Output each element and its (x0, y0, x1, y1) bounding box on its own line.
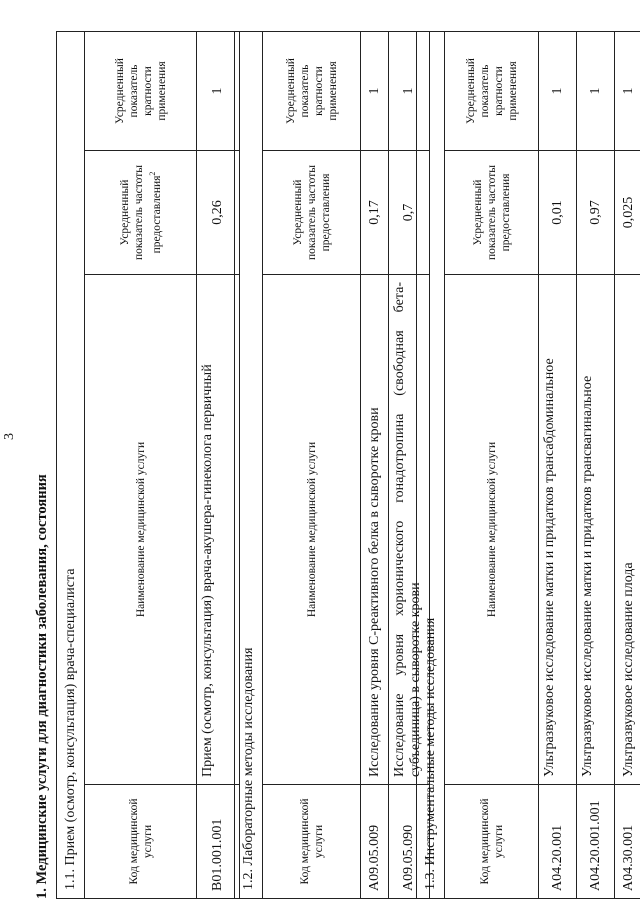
block-title: 1.2. Лабораторные методы исследования (235, 32, 263, 898)
service-name: Прием (осмотр, консультация) врача-акушера-гинеколога первичный (197, 274, 239, 784)
service-code: A09.05.090 (389, 784, 429, 898)
multiplicity-value: 1 (587, 87, 603, 95)
service-name: Ультразвуковое исследование плода (615, 274, 640, 784)
header-multiplicity: Усредненный показатель кратности применения (113, 58, 168, 124)
table-row (615, 32, 640, 898)
service-name: Исследование уровня С-реактивного белка в сыворотке крови (361, 274, 388, 784)
multiplicity-value: 1 (621, 87, 636, 95)
table-header-row (445, 32, 539, 898)
frequency-value: 0,97 (577, 150, 614, 274)
header-code: Код медицинской услуги (263, 784, 360, 898)
frequency-value: 0,26 (197, 150, 239, 274)
service-name: Исследование уровня хорионического гонадотропина (свободная бета-субъединица) в сыворотке крови (389, 274, 429, 784)
table-row (577, 32, 615, 898)
frequency-value: 0,17 (361, 150, 388, 274)
service-name: Ультразвуковое исследование матки и придатков трансвагинальное (577, 274, 614, 784)
service-code: B01.001.001 (197, 784, 239, 898)
header-code: Код медицинской услуги (85, 784, 196, 898)
multiplicity-value: 1 (549, 87, 565, 95)
service-code: A04.20.001 (539, 784, 576, 898)
header-frequency-label: Усредненный показатель частоты предоставления (118, 165, 163, 260)
table-block-instrumental (416, 31, 640, 899)
header-multiplicity: Усредненный показатель кратности применения (284, 58, 339, 124)
table-row (539, 32, 577, 898)
header-frequency: Усредненный показатель частоты предоставления (445, 150, 538, 274)
header-name: Наименование медицинской услуги (445, 274, 538, 784)
service-name: Ультразвуковое исследование матки и придатков трансабдоминальное (539, 274, 576, 784)
table-row (361, 32, 389, 898)
header-frequency (85, 150, 196, 274)
header-frequency: Усредненный показатель частоты предоставления (263, 150, 360, 274)
header-name: Наименование медицинской услуги (85, 274, 196, 784)
block-title: 1.1. Прием (осмотр, консультация) врача-специалиста (57, 32, 85, 898)
table-block-laboratory (234, 31, 430, 899)
table-block-consultation (56, 31, 240, 899)
header-code: Код медицинской услуги (445, 784, 538, 898)
multiplicity-value: 1 (401, 87, 416, 95)
service-code: A04.20.001.001 (577, 784, 614, 898)
multiplicity-value: 1 (210, 87, 225, 95)
service-code: A04.30.001 (615, 784, 640, 898)
table-header-row (85, 32, 197, 898)
frequency-value: 0,7 (389, 150, 429, 274)
multiplicity-value: 1 (366, 87, 382, 95)
header-multiplicity: Усредненный показатель кратности применения (464, 58, 519, 124)
frequency-value: 0,01 (539, 150, 576, 274)
service-code: A09.05.009 (361, 784, 388, 898)
frequency-value: 0,025 (615, 150, 640, 274)
page-number: 3 (2, 433, 17, 440)
block-title: 1.3. Инструментальные методы исследования (417, 32, 445, 898)
section-title: 1. Медицинские услуги для диагностики заболевания, состояния (34, 474, 50, 899)
table-row (197, 32, 239, 898)
header-name: Наименование медицинской услуги (263, 274, 360, 784)
footnote-marker: 2 (147, 171, 157, 176)
table-header-row (263, 32, 361, 898)
